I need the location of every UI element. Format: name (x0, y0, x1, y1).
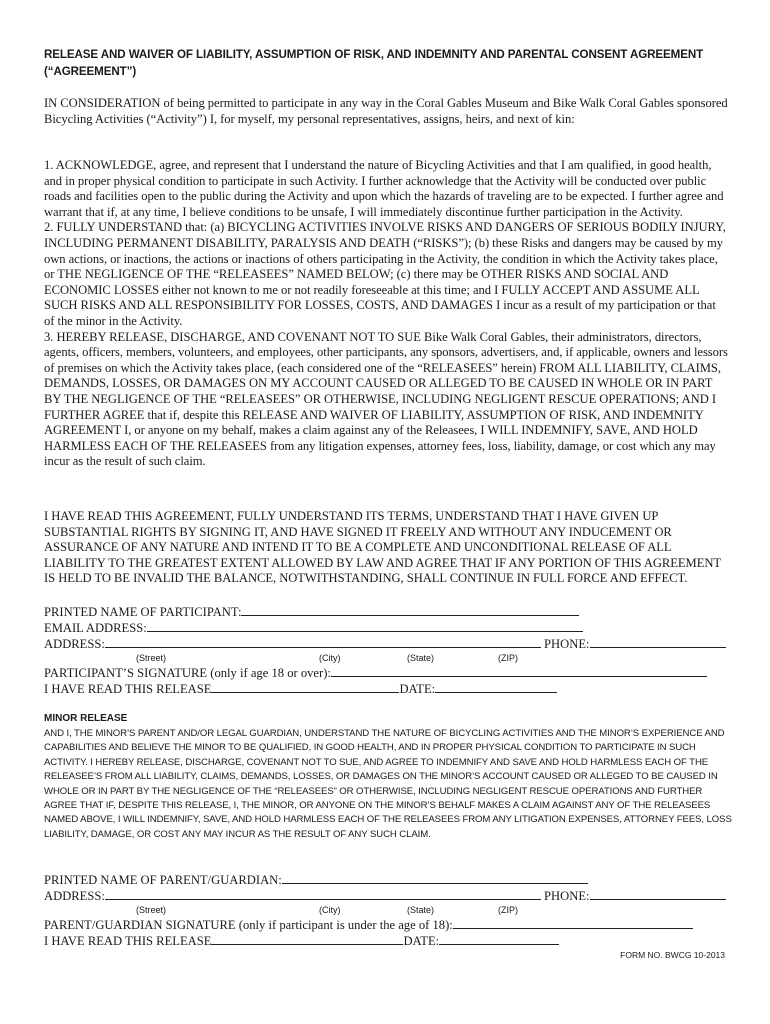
participant-name-label: PRINTED NAME OF PARTICIPANT: (44, 605, 242, 619)
clause-acknowledge: 1. ACKNOWLEDGE, agree, and represent that I understand the nature of Bicycling Activities and that I am qualified, in good health, and in proper physical condition to participate in such Activity. I further acknowledge that the Activity will be conducted over public roads and facilities open to the public during the Activity and upon which the hazards of traveling are to be expected. I further agree and warrant that if, at any time, I believe conditions to be unsafe, I will immediately discontinue further participation in the Activity. (44, 158, 724, 219)
guardian-date-label: DATE: (403, 934, 440, 948)
clause-release: 3. HEREBY RELEASE, DISCHARGE, AND COVENANT NOT TO SUE Bike Walk Coral Gables, their administrators, directors, agents, officers, members, volunteers, and employees, other participants, any sponsors, advertisers, and, if applicable, owners and lessors of premises on which the Activity takes place, (each considered one of the “RELEASEES” herein) FROM ALL LIABILITY, CLAIMS, DEMANDS, LOSSES, OR DAMAGES ON MY ACCOUNT CAUSED OR ALLEGED TO BE CAUSED IN WHOLE OR IN PART BY THE NEGLIGENCE OF THE “RELEASEES” OR OTHERWISE, INCLUDING NEGLIGENT RESCUE OPERATIONS; AND I FURTHER AGREE that if, despite this RELEASE AND WAIVER OF LIABILITY, ASSUMPTION OF RISK, AND INDEMNITY AGREEMENT I, or anyone on my behalf, makes a claim against any of the Releasees, I WILL INDEMNIFY, SAVE, AND HOLD HARMLESS EACH OF THE RELEASEES from any litigation expenses, attorney fees, loss, liability, damage, or cost which any may incur as the result of such claim. (44, 329, 728, 469)
participant-email-label: EMAIL ADDRESS: (44, 621, 147, 635)
participant-phone-field[interactable] (590, 636, 726, 648)
state-label: (State) (407, 653, 435, 663)
zip-label: (ZIP) (498, 653, 518, 663)
street-label: (Street) (136, 905, 167, 915)
participant-address-sublabels (44, 652, 734, 665)
street-label: (Street) (136, 653, 167, 663)
participant-date-field[interactable] (435, 681, 557, 693)
guardian-address-row (44, 888, 734, 904)
minor-release-text: AND I, THE MINOR’S PARENT AND/OR LEGAL GUARDIAN, UNDERSTAND THE NATURE OF BICYCLING ACTIVITIES AND THE MINOR’S EXPERIENCE AND CAPABILITIES AND BELIEVE THE MINOR TO BE QUALIFIED, IN GOOD HEALTH, AND IN PROPER PHYSICAL CONDITION TO PARTICIPATE IN SUCH ACTIVITY. I HEREBY RELEASE, DISCHARGE, COVENANT NOT TO SUE, AND AGREE TO INDEMNIFY AND SAVE AND HOLD HARMLESS EACH OF THE RELEASEE’S FROM ALL LIABILITY, CLAIMS, DEMANDS, LOSSES, OR DAMAGES ON THE MINOR’S ACCOUNT CAUSED OR ALLEGED TO BE CAUSED IN WHOLE OR IN PART BY THE NEGLIGENCE OF THE “RELEASEES” OR OTHERWISE, INCLUDING NEGLIGENT RESCUE OPERATIONS AND FURTHER AGREE THAT IF, DESPITE THIS RELEASE, I, THE MINOR, OR ANYONE ON THE MINOR’S BEHALF MAKES A CLAIM AGAINST ANY OF THE RELEASEES NAMED ABOVE, I WILL INDEMNIFY, SAVE, AND HOLD HARMLESS EACH OF THE RELEASEES FROM ANY LITIGATION EXPENSES, ATTORNEY FEES, LOSS LIABILITY, DAMAGE, OR COST ANY MAY INCUR AS THE RESULT OF ANY SUCH CLAIM. (44, 728, 732, 840)
participant-date-label: DATE: (399, 682, 436, 696)
guardian-phone-field[interactable] (590, 888, 726, 900)
form-number: FORM NO. BWCG 10-2013 (620, 950, 725, 960)
participant-signature-field[interactable] (331, 665, 707, 677)
state-label: (State) (407, 905, 435, 915)
guardian-name-label: PRINTED NAME OF PARENT/GUARDIAN: (44, 873, 282, 887)
guardian-address-label: ADDRESS: (44, 889, 105, 903)
acknowledgement-text: I HAVE READ THIS AGREEMENT, FULLY UNDERSTAND ITS TERMS, UNDERSTAND THAT I HAVE GIVEN UP SUBSTANTIAL RIGHTS BY SIGNING IT, AND HAVE SIGNED IT FREELY AND WITHOUT ANY INDUCEMENT OR ASSURANCE OF ANY NATURE AND INTEND IT TO BE A COMPLETE AND UNCONDITIONAL RELEASE OF ALL LIABILITY TO THE GREATEST EXTENT ALLOWED BY LAW AND AGREE THAT IF ANY PORTION OF THIS AGREEMENT IS HELD TO BE INVALID THE BALANCE, NOTWITHSTANDING, SHALL CONTINUE IN FULL FORCE AND EFFECT. (44, 509, 721, 586)
guardian-address-field[interactable] (105, 888, 541, 900)
guardian-address-sublabels (44, 904, 734, 917)
minor-release-heading: MINOR RELEASE (44, 713, 128, 724)
guardian-date-field[interactable] (439, 933, 559, 945)
city-label: (City) (319, 653, 341, 663)
clause-understand: 2. FULLY UNDERSTAND that: (a) BICYCLING ACTIVITIES INVOLVE RISKS AND DANGERS OF SERIOUS BODILY INJURY, INCLUDING PERMANENT DISABILITY, PARALYSIS AND DEATH (“RISKS”); (b) these Risks and dangers may be caused by my own actions, or inactions, the actions or inactions of others participating in the Activity, the condition in which the Activity takes place, or THE NEGLIGENCE OF THE “RELEASEES” NAMED BELOW; (c) there may be OTHER RISKS AND SOCIAL AND ECONOMIC LOSSES either not known to me or not readily foreseeable at this time; and I FULLY ACCEPT AND ASSUME ALL SUCH RISKS AND ALL RESPONSIBILITY FOR LOSSES, COSTS, AND DAMAGES I incur as a result of my participation or that of the minor in the Activity. (44, 220, 726, 328)
participant-phone-label: PHONE: (544, 637, 590, 651)
guardian-phone-label: PHONE: (544, 889, 590, 903)
guardian-signature-label: PARENT/GUARDIAN SIGNATURE (only if participant is under the age of 18): (44, 918, 453, 932)
guardian-signature-field[interactable] (453, 917, 693, 929)
participant-read-field[interactable] (211, 681, 399, 693)
participant-fields (44, 604, 734, 697)
participant-signature-label: PARTICIPANT’S SIGNATURE (only if age 18 or over): (44, 666, 331, 680)
guardian-read-row (44, 933, 734, 949)
guardian-read-field[interactable] (211, 933, 403, 945)
clauses-section (44, 158, 729, 470)
intro-text: IN CONSIDERATION of being permitted to participate in any way in the Coral Gables Museum and Bike Walk Coral Gables sponsored Bicycling Activities (“Activity”) I, for myself, my personal representatives, assigns, heirs, and next of kin: (44, 96, 728, 126)
participant-name-field[interactable] (241, 604, 579, 616)
zip-label: (ZIP) (498, 905, 518, 915)
city-label: (City) (319, 905, 341, 915)
participant-name-row (44, 604, 734, 620)
guardian-name-row (44, 872, 734, 888)
guardian-signature-row (44, 917, 734, 933)
participant-email-row (44, 620, 734, 636)
intro-paragraph (44, 96, 729, 127)
participant-address-row (44, 636, 734, 652)
document-title: RELEASE AND WAIVER OF LIABILITY, ASSUMPTION OF RISK, AND INDEMNITY AND PARENTAL CONSENT AGREEMENT (“AGREEMENT”) (44, 48, 704, 78)
guardian-read-label: I HAVE READ THIS RELEASE (44, 934, 212, 948)
participant-address-field[interactable] (105, 636, 541, 648)
participant-address-label: ADDRESS: (44, 637, 105, 651)
participant-email-field[interactable] (147, 620, 583, 632)
guardian-fields (44, 872, 734, 949)
acknowledgement-paragraph (44, 509, 729, 587)
guardian-name-field[interactable] (282, 872, 588, 884)
participant-signature-row (44, 665, 734, 681)
participant-read-label: I HAVE READ THIS RELEASE (44, 682, 212, 696)
participant-read-row (44, 681, 734, 697)
